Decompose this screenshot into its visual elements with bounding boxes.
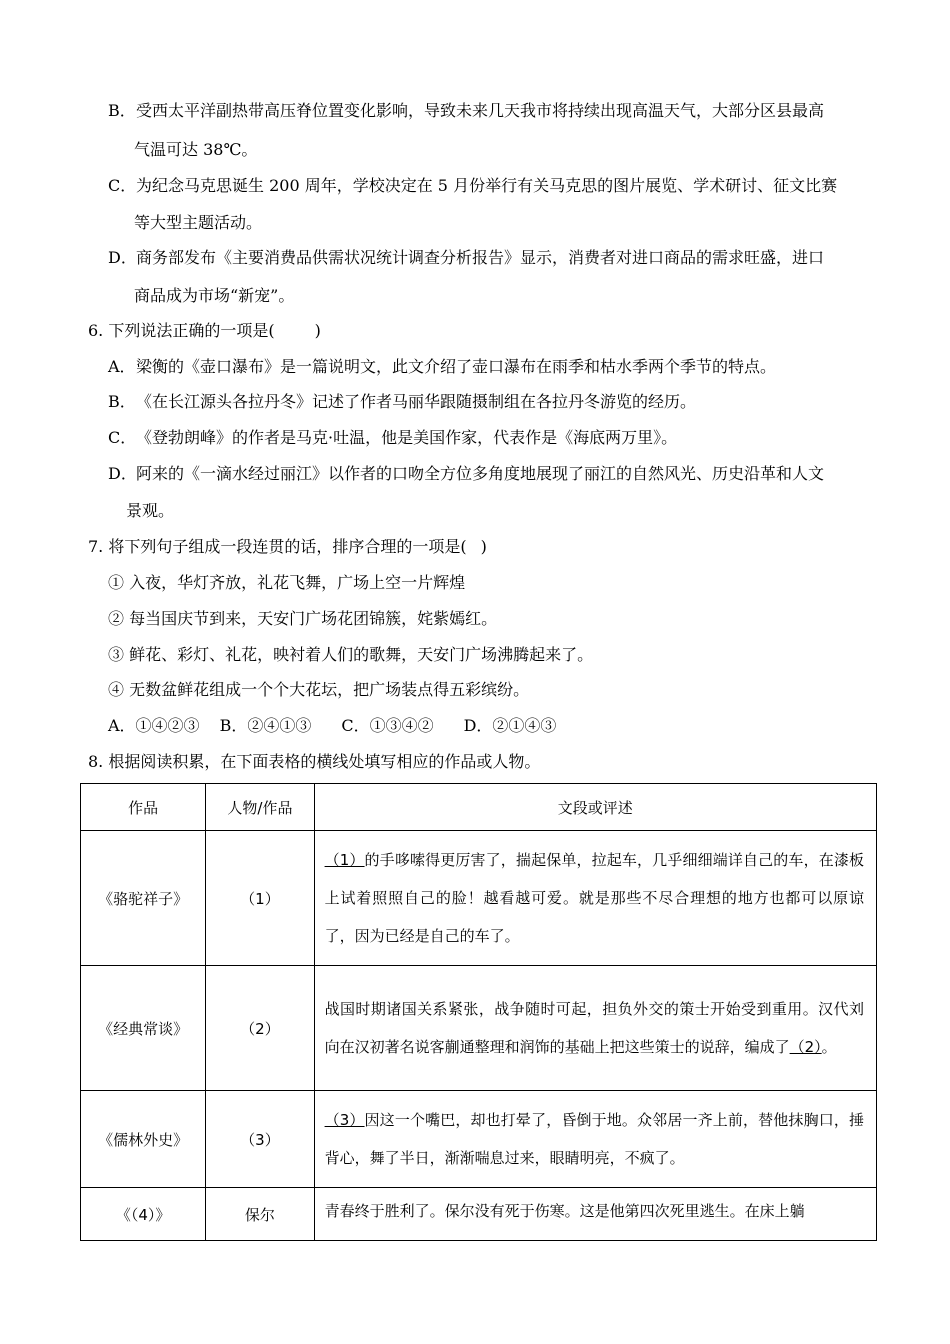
- cell-work: 《儒林外史》: [81, 1091, 206, 1188]
- q5-option-d-cont: 商品成为市场“新宠”。: [134, 286, 295, 305]
- q5-option-b-cont: 气温可达 38℃。: [134, 140, 258, 159]
- option-text: 梁衡的《壶口瀑布》是一篇说明文，此文介绍了壶口瀑布在雨季和枯水季两个季节的特点。: [136, 357, 777, 376]
- question-text: 下列说法正确的一项是(: [108, 321, 275, 340]
- q6-stem: [88, 320, 321, 342]
- cell-passage: [314, 831, 876, 966]
- passage-text: 的手哆嗦得更厉害了，揣起保单，拉起车，几乎细细端详自己的车，在漆板上试着照照自己的脸！越看越可爱。就是那些不尽合理想的地方也都可以原谅了，因为已经是自己的车了。: [324, 851, 864, 945]
- fill-blank[interactable]: （1）: [324, 851, 365, 869]
- option-label: C．: [108, 176, 137, 195]
- passage-tail: 。: [821, 1038, 837, 1056]
- table-row: [81, 831, 877, 966]
- option-text: 商务部发布《主要消费品供需状况统计调查分析报告》显示，消费者对进口商品的需求旺盛，进口: [136, 248, 825, 267]
- cell-passage: [314, 1188, 876, 1241]
- answer-paren-close: ): [480, 537, 487, 556]
- passage-text: 战国时期诸国关系紧张，战争随时可起，担负外交的策士开始受到重用。汉代刘向在汉初著名说客蒯通整理和润饰的基础上把这些策士的说辞，编成了: [324, 1000, 864, 1056]
- q5-option-c: [108, 175, 837, 197]
- table-row: [81, 966, 877, 1091]
- fill-blank[interactable]: （3）: [324, 1111, 365, 1129]
- cell-person: 保尔: [206, 1188, 314, 1241]
- option-text: 阿来的《一滴水经过丽江》以作者的口吻全方位多角度地展现了丽江的自然风光、历史沿革和人文: [136, 464, 825, 483]
- q7-option-b: B．②④①③: [219, 716, 312, 735]
- cell-person: （3）: [206, 1091, 314, 1188]
- q6-option-d: [108, 463, 824, 485]
- cell-passage: [314, 1091, 876, 1188]
- question-number: 6.: [88, 321, 104, 340]
- q7-stem: [88, 536, 487, 558]
- q7-sentence-1: ① 入夜，华灯齐放，礼花飞舞，广场上空一片辉煌: [108, 573, 466, 592]
- q7-sentence-2: ② 每当国庆节到来，天安门广场花团锦簇，姹紫嫣红。: [108, 609, 498, 628]
- q8-stem: [88, 751, 540, 773]
- option-label: B．: [108, 392, 136, 411]
- q6-option-c: [108, 427, 677, 449]
- question-number: 7.: [88, 537, 104, 556]
- cell-passage: [314, 966, 876, 1091]
- table-row: [81, 1091, 877, 1188]
- cell-work: 《经典常谈》: [81, 966, 206, 1091]
- option-text: 《在长江源头各拉丹冬》记述了作者马丽华跟随摄制组在各拉丹冬游览的经历。: [136, 392, 697, 411]
- cell-person: （1）: [206, 831, 314, 966]
- passage-text: 青春终于胜利了。保尔没有死于伤寒。这是他第四次死里逃生。在床上躺: [324, 1202, 805, 1220]
- answer-paren-close: ): [314, 321, 321, 340]
- q6-option-a: [108, 356, 776, 378]
- header-person: 人物/作品: [206, 784, 314, 831]
- q5-option-b: [108, 100, 824, 122]
- q5-option-c-cont: 等大型主题活动。: [134, 213, 263, 232]
- q7-sentence-4: ④ 无数盆鲜花组成一个个大花坛，把广场装点得五彩缤纷。: [108, 680, 530, 699]
- option-text: 受西太平洋副热带高压脊位置变化影响，导致未来几天我市将持续出现高温天气，大部分区县最高: [136, 101, 825, 120]
- option-label: D．: [108, 464, 137, 483]
- option-text: 为纪念马克思诞生 200 周年，学校决定在 5 月份举行有关马克思的图片展览、学术研讨、征文比赛: [136, 176, 838, 195]
- option-label: C．: [108, 428, 137, 447]
- q6-option-b: [108, 391, 696, 413]
- option-label: D．: [108, 248, 137, 267]
- q7-option-c: C．①③④②: [341, 716, 434, 735]
- option-label: A．: [108, 357, 136, 376]
- header-passage: 文段或评述: [314, 784, 876, 831]
- cell-work: 《（4）》: [81, 1188, 206, 1241]
- cell-work: 《骆驼祥子》: [81, 831, 206, 966]
- header-work: 作品: [81, 784, 206, 831]
- option-label: B．: [108, 101, 136, 120]
- q6-option-d-cont: 景观。: [126, 501, 175, 520]
- works-table: [80, 783, 877, 1241]
- question-text: 将下列句子组成一段连贯的话，排序合理的一项是(: [108, 537, 467, 556]
- cell-person: （2）: [206, 966, 314, 1091]
- fill-blank[interactable]: （2）: [789, 1038, 822, 1056]
- q5-option-d: [108, 247, 824, 269]
- q7-sentence-3: ③ 鲜花、彩灯、礼花，映衬着人们的歌舞，天安门广场沸腾起来了。: [108, 645, 594, 664]
- table-header-row: [81, 784, 877, 831]
- q7-option-d: D．②①④③: [463, 716, 557, 735]
- question-number: 8.: [88, 752, 104, 771]
- option-text: 《登勃朗峰》的作者是马克·吐温，他是美国作家，代表作是《海底两万里》。: [136, 428, 678, 447]
- q7-options: [108, 715, 556, 737]
- question-text: 根据阅读积累，在下面表格的横线处填写相应的作品或人物。: [108, 752, 541, 771]
- q7-option-a: A．①④②③: [108, 716, 200, 735]
- table-row: [81, 1188, 877, 1241]
- passage-text: 因这一个嘴巴，却也打晕了，昏倒于地。众邻居一齐上前，替他抹胸口，捶背心，舞了半日，渐渐喘息过来，眼睛明亮，不疯了。: [324, 1111, 864, 1167]
